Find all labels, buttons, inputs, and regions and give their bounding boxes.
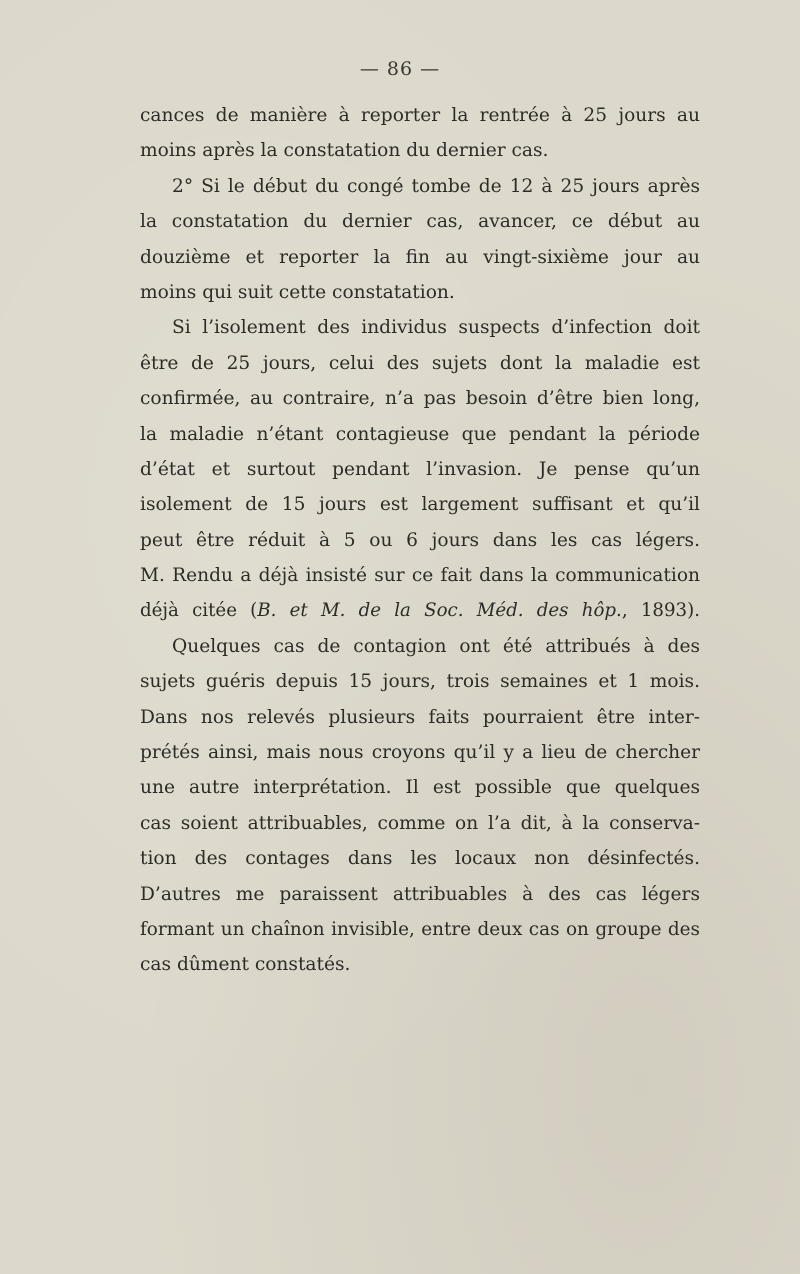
text-line: être de 25 jours, celui des sujets dont la maladie est	[140, 352, 700, 374]
body-text	[140, 98, 700, 983]
text-line: tion des contages dans les locaux non désinfectés.	[140, 848, 700, 870]
citation-after: , 1893).	[621, 600, 700, 622]
text-line: Si l’isolement des individus suspects d’infection doit	[172, 317, 700, 339]
text-line: Quelques cas de contagion ont été attribués à des	[172, 635, 700, 657]
citation-journal: B. et M. de la Soc. Méd. des hôp.	[257, 600, 622, 622]
text-line: cances de manière à reporter la rentrée à 25 jours au	[140, 105, 700, 126]
text-line: douzième et reporter la fin au vingt-sixième jour au	[140, 246, 700, 268]
text-line: peut être réduit à 5 ou 6 jours dans les cas légers.	[140, 529, 700, 551]
text-line: une autre interprétation. Il est possible que quelques	[140, 777, 700, 799]
text-line: isolement de 15 jours est largement suffisant et qu’il	[140, 494, 700, 516]
citation-line	[140, 593, 700, 628]
text-line: D’autres me paraissent attribuables à des cas légers	[140, 883, 700, 905]
text-line: la maladie n’étant contagieuse que pendant la période	[140, 423, 700, 445]
text-line: M. Rendu a déjà insisté sur ce fait dans la communication	[140, 565, 700, 587]
text-line: confirmée, au contraire, n’a pas besoin d’être bien long,	[140, 388, 700, 410]
page-number: — 86 —	[359, 58, 441, 80]
text-line: cas soient attribuables, comme on l’a dit, à la conserva-	[140, 812, 700, 834]
text-line: la constatation du dernier cas, avancer, ce début au	[140, 211, 700, 233]
text-line: formant un chaînon invisible, entre deux cas on groupe des	[140, 918, 700, 940]
text-line: cas dûment constatés.	[140, 954, 351, 976]
text-line: d’état et surtout pendant l’invasion. Je pense qu’un	[140, 458, 700, 480]
citation-before: déjà citée (	[140, 600, 258, 622]
text-line: 2° Si le début du congé tombe de 12 à 25 jours après	[172, 175, 700, 197]
text-line: moins qui suit cette constatation.	[140, 281, 455, 303]
text-line: prétés ainsi, mais nous croyons qu’il y a lieu de chercher	[140, 742, 700, 764]
text-line: Dans nos relevés plusieurs faits pourraient être inter-	[140, 706, 700, 728]
text-line: moins après la constatation du dernier cas.	[140, 140, 549, 162]
text-line: sujets guéris depuis 15 jours, trois semaines et 1 mois.	[140, 671, 700, 693]
